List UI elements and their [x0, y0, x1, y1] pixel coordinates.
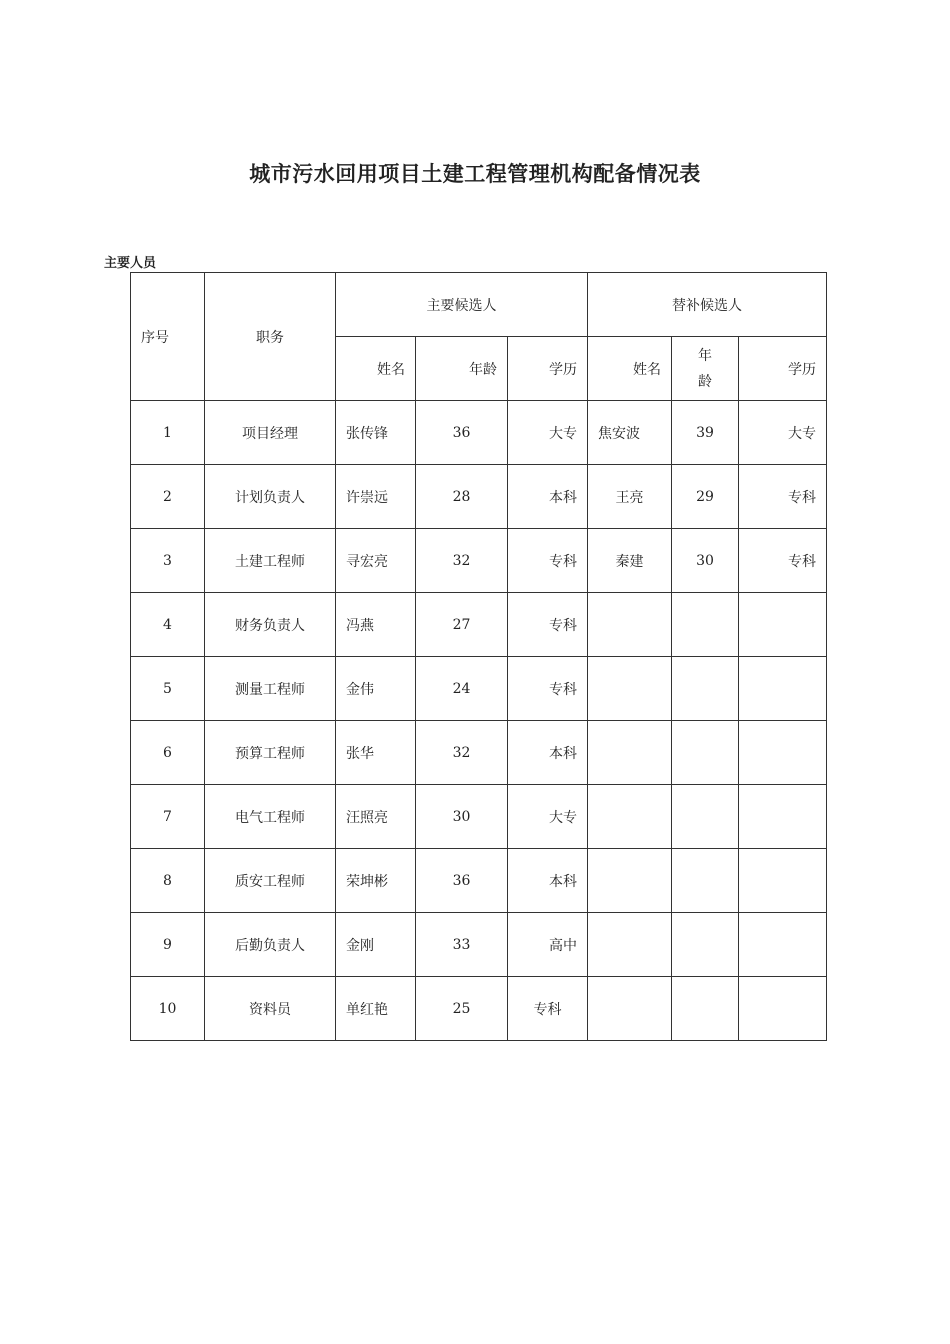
cell-alt-name	[588, 785, 672, 849]
cell-age: 30	[416, 785, 508, 849]
cell-alt-name: 秦建	[588, 529, 672, 593]
table-row	[131, 977, 827, 1041]
cell-seq: 1	[131, 401, 205, 465]
table-row	[131, 401, 827, 465]
cell-role: 质安工程师	[205, 849, 336, 913]
cell-alt-name	[588, 593, 672, 657]
cell-alt-name: 王亮	[588, 465, 672, 529]
cell-edu: 本科	[508, 721, 588, 785]
cell-seq: 10	[131, 977, 205, 1041]
table-row	[131, 529, 827, 593]
cell-alt-edu	[739, 657, 827, 721]
header-alt-edu: 学历	[739, 337, 827, 401]
header-edu: 学历	[508, 337, 588, 401]
table-row	[131, 593, 827, 657]
page-title: 城市污水回用项目土建工程管理机构配备情况表	[249, 161, 701, 186]
header-alt-age-1: 年	[698, 347, 713, 364]
cell-name: 冯燕	[336, 593, 416, 657]
cell-role: 测量工程师	[205, 657, 336, 721]
cell-edu: 大专	[508, 401, 588, 465]
cell-alt-age	[672, 785, 739, 849]
table-row	[131, 785, 827, 849]
cell-alt-edu	[739, 721, 827, 785]
table-row	[131, 913, 827, 977]
cell-edu: 本科	[508, 849, 588, 913]
cell-role: 后勤负责人	[205, 913, 336, 977]
cell-alt-name: 焦安波	[588, 401, 672, 465]
cell-alt-age	[672, 593, 739, 657]
cell-seq: 7	[131, 785, 205, 849]
cell-alt-edu: 大专	[739, 401, 827, 465]
cell-age: 32	[416, 721, 508, 785]
cell-seq: 6	[131, 721, 205, 785]
header-alt-name: 姓名	[588, 337, 672, 401]
table-row	[131, 721, 827, 785]
cell-name: 金伟	[336, 657, 416, 721]
cell-edu: 本科	[508, 465, 588, 529]
cell-edu: 专科	[508, 593, 588, 657]
cell-alt-name	[588, 849, 672, 913]
cell-edu: 高中	[508, 913, 588, 977]
header-alt-candidate: 替补候选人	[588, 273, 827, 337]
section-label: 主要人员	[104, 256, 157, 271]
cell-seq: 9	[131, 913, 205, 977]
cell-alt-age	[672, 913, 739, 977]
cell-alt-age: 30	[672, 529, 739, 593]
cell-alt-age: 39	[672, 401, 739, 465]
cell-alt-age	[672, 849, 739, 913]
cell-alt-name	[588, 977, 672, 1041]
header-seq: 序号	[131, 273, 205, 401]
cell-alt-edu: 专科	[739, 465, 827, 529]
cell-alt-edu	[739, 977, 827, 1041]
cell-alt-age	[672, 721, 739, 785]
cell-alt-edu	[739, 849, 827, 913]
cell-age: 36	[416, 849, 508, 913]
cell-role: 计划负责人	[205, 465, 336, 529]
cell-role: 预算工程师	[205, 721, 336, 785]
cell-seq: 4	[131, 593, 205, 657]
cell-age: 25	[416, 977, 508, 1041]
cell-edu: 专科	[508, 977, 588, 1041]
cell-role: 电气工程师	[205, 785, 336, 849]
header-role: 职务	[205, 273, 336, 401]
cell-age: 33	[416, 913, 508, 977]
cell-name: 张华	[336, 721, 416, 785]
cell-age: 28	[416, 465, 508, 529]
cell-alt-name	[588, 657, 672, 721]
cell-seq: 3	[131, 529, 205, 593]
cell-name: 汪照亮	[336, 785, 416, 849]
cell-alt-age	[672, 657, 739, 721]
cell-role: 财务负责人	[205, 593, 336, 657]
cell-edu: 专科	[508, 657, 588, 721]
cell-alt-edu	[739, 913, 827, 977]
cell-name: 寻宏亮	[336, 529, 416, 593]
cell-age: 36	[416, 401, 508, 465]
cell-role: 资料员	[205, 977, 336, 1041]
header-alt-age	[672, 337, 739, 401]
cell-name: 张传锋	[336, 401, 416, 465]
cell-seq: 8	[131, 849, 205, 913]
cell-alt-age	[672, 977, 739, 1041]
cell-name: 荣坤彬	[336, 849, 416, 913]
cell-age: 24	[416, 657, 508, 721]
cell-alt-edu	[739, 593, 827, 657]
cell-edu: 专科	[508, 529, 588, 593]
cell-name: 许崇远	[336, 465, 416, 529]
table-row	[131, 849, 827, 913]
cell-alt-name	[588, 721, 672, 785]
cell-role: 土建工程师	[205, 529, 336, 593]
header-alt-age-2: 龄	[698, 373, 713, 390]
table-row	[131, 465, 827, 529]
cell-alt-age: 29	[672, 465, 739, 529]
header-main-candidate: 主要候选人	[336, 273, 588, 337]
cell-edu: 大专	[508, 785, 588, 849]
header-name: 姓名	[336, 337, 416, 401]
table-row	[131, 657, 827, 721]
cell-name: 单红艳	[336, 977, 416, 1041]
cell-alt-edu: 专科	[739, 529, 827, 593]
cell-age: 32	[416, 529, 508, 593]
cell-age: 27	[416, 593, 508, 657]
header-row-1	[131, 273, 827, 337]
cell-seq: 5	[131, 657, 205, 721]
cell-seq: 2	[131, 465, 205, 529]
cell-role: 项目经理	[205, 401, 336, 465]
cell-alt-name	[588, 913, 672, 977]
cell-alt-edu	[739, 785, 827, 849]
staff-table	[130, 272, 827, 1041]
cell-name: 金刚	[336, 913, 416, 977]
header-age: 年龄	[416, 337, 508, 401]
